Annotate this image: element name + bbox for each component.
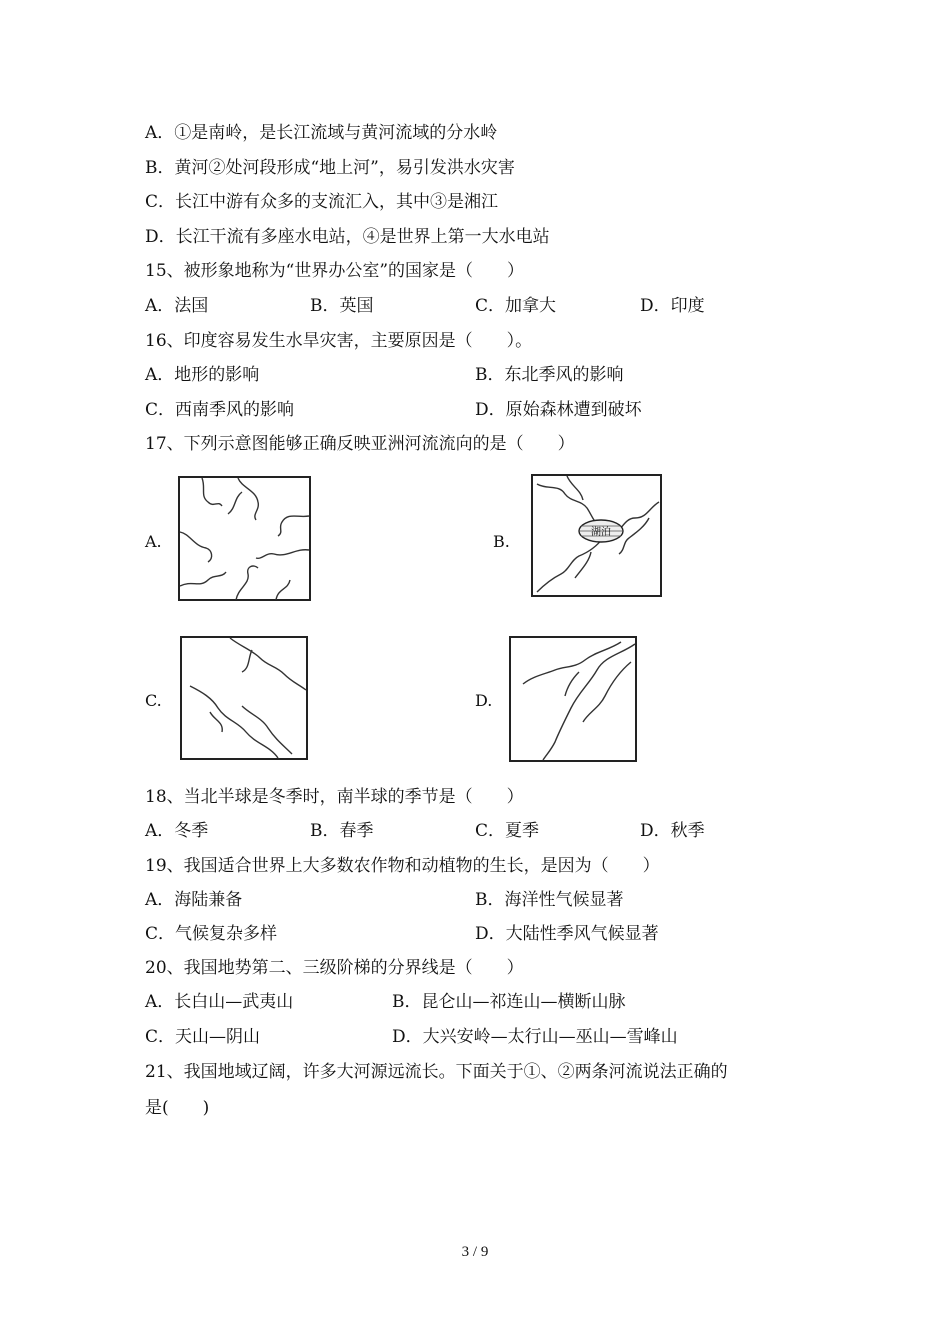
q21-stem-line1: 21、我国地域辽阔，许多大河源远流长。下面关于①、②两条河流说法正确的 xyxy=(145,1062,728,1082)
q17-label-c: C. xyxy=(145,691,162,710)
q17-stem: 17、下列示意图能够正确反映亚洲河流流向的是（ ） xyxy=(145,434,575,454)
q20-option-d: D．大兴安岭—太行山—巫山—雪峰山 xyxy=(392,1027,678,1047)
q16-option-c: C．西南季风的影响 xyxy=(145,400,295,420)
page-number: 3 / 9 xyxy=(461,1244,489,1260)
q18-option-d: D．秋季 xyxy=(640,821,705,841)
q15-option-b: B．英国 xyxy=(310,296,374,316)
q15-option-c: C．加拿大 xyxy=(475,296,557,316)
q16-option-d: D．原始森林遭到破坏 xyxy=(475,400,642,420)
river-map-c xyxy=(180,636,308,760)
q16-stem: 16、印度容易发生水旱灾害，主要原因是（ ）。 xyxy=(145,331,533,351)
river-map-d xyxy=(509,636,637,762)
q19-option-d: D．大陆性季风气候显著 xyxy=(475,924,659,944)
q18-option-a: A．冬季 xyxy=(145,821,209,841)
q20-option-a: A．长白山—武夷山 xyxy=(145,992,294,1012)
q18-stem: 18、当北半球是冬季时，南半球的季节是（ ） xyxy=(145,787,524,807)
q15-stem: 15、被形象地称为“世界办公室”的国家是（ ） xyxy=(145,261,525,281)
q18-option-b: B．春季 xyxy=(310,821,374,841)
q19-stem: 19、我国适合世界上大多数农作物和动植物的生长，是因为（ ） xyxy=(145,856,660,876)
q20-option-c: C．天山—阴山 xyxy=(145,1027,261,1047)
q15-option-d: D．印度 xyxy=(640,296,705,316)
q16-option-b: B．东北季风的影响 xyxy=(475,365,624,385)
q17-label-d: D. xyxy=(475,691,493,710)
q17-label-b: B. xyxy=(493,532,510,551)
q14-option-d: D．长江干流有多座水电站，④是世界上第一大水电站 xyxy=(145,227,550,247)
q20-stem: 20、我国地势第二、三级阶梯的分界线是（ ） xyxy=(145,958,524,978)
q19-option-c: C．气候复杂多样 xyxy=(145,924,278,944)
q15-option-a: A．法国 xyxy=(145,296,209,316)
lake-label: 湖泊 xyxy=(591,527,611,538)
q20-option-b: B．昆仑山—祁连山—横断山脉 xyxy=(392,992,626,1012)
q19-option-b: B．海洋性气候显著 xyxy=(475,890,624,910)
q16-option-a: A．地形的影响 xyxy=(145,365,260,385)
q17-label-a: A. xyxy=(145,532,162,551)
q14-option-a: A．①是南岭，是长江流域与黄河流域的分水岭 xyxy=(145,123,498,143)
river-map-a xyxy=(178,476,312,602)
q18-option-c: C．夏季 xyxy=(475,821,540,841)
q14-option-b: B．黄河②处河段形成“地上河”，易引发洪水灾害 xyxy=(145,158,515,178)
river-map-b xyxy=(531,474,663,598)
q21-stem-line2: 是( ) xyxy=(145,1098,210,1118)
q19-option-a: A．海陆兼备 xyxy=(145,890,243,910)
q14-option-c: C．长江中游有众多的支流汇入，其中③是湘江 xyxy=(145,192,499,212)
